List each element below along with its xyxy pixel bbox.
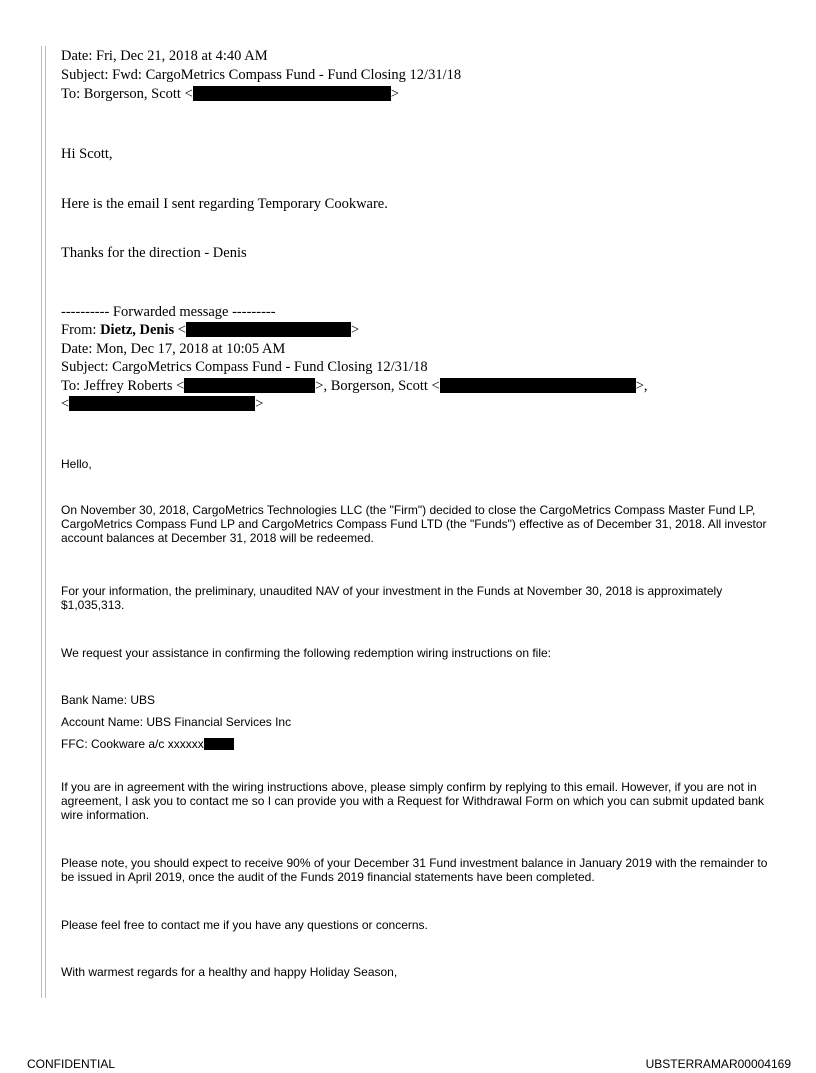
forwarded-to-line2 (61, 396, 263, 413)
body-line: Thanks for the direction - Denis (61, 245, 247, 261)
bank-name: Bank Name: UBS (61, 693, 156, 707)
redaction-block (69, 396, 255, 411)
to-line2-close: > (255, 396, 264, 412)
redaction-block (184, 378, 315, 393)
forwarded-to (61, 378, 648, 395)
redaction-block (186, 322, 351, 337)
header-to-prefix: To: Borgerson, Scott < (61, 86, 193, 102)
quote-bar (41, 46, 42, 998)
from-close: > (350, 322, 360, 338)
forwarded-from (61, 322, 359, 339)
to-prefix: To: Jeffrey Roberts < (61, 378, 185, 394)
message-paragraph: For your information, the preliminary, unaudited NAV of your investment in the Funds at November 30, 2018 is approximately $1,035,313. (61, 584, 723, 612)
from-name: Dietz, Denis (100, 322, 175, 338)
header-date: Date: Fri, Dec 21, 2018 at 4:40 AM (61, 48, 268, 64)
to-end: >, (635, 378, 648, 394)
forwarded-separator: ---------- Forwarded message --------- (61, 304, 276, 320)
message-hello: Hello, (61, 457, 92, 471)
header-to-suffix: > (390, 86, 399, 102)
redaction-block (193, 86, 391, 101)
to-mid: >, Borgerson, Scott < (315, 378, 440, 394)
header-subject: Subject: Fwd: CargoMetrics Compass Fund - Fund Closing 12/31/18 (61, 67, 462, 83)
redaction-block (440, 378, 636, 393)
footer-bates-number: UBSTERRAMAR00004169 (645, 1057, 791, 1071)
message-closing: With warmest regards for a healthy and happy Holiday Season, (61, 965, 398, 979)
quote-bar (45, 46, 46, 998)
redaction-block (204, 738, 234, 750)
ffc-text: FFC: Cookware a/c xxxxxx (61, 737, 204, 751)
message-paragraph: If you are in agreement with the wiring instructions above, please simply confirm by replying to this email. However, if you are not in agreement, I ask you to contact me so I can provide you with a Request for Withdrawal Form on which you can submit updated bank wire information. (61, 780, 765, 822)
body-line: Here is the email I sent regarding Temporary Cookware. (61, 196, 388, 212)
forwarded-date: Date: Mon, Dec 17, 2018 at 10:05 AM (61, 341, 286, 357)
account-name: Account Name: UBS Financial Services Inc (61, 715, 292, 729)
forwarded-subject: Subject: CargoMetrics Compass Fund - Fund Closing 12/31/18 (61, 359, 428, 375)
message-paragraph: Please feel free to contact me if you have any questions or concerns. (61, 918, 428, 932)
message-paragraph: We request your assistance in confirming the following redemption wiring instructions on file: (61, 646, 552, 660)
to-line2-open: < (61, 396, 70, 412)
footer-confidential: CONFIDENTIAL (27, 1057, 116, 1071)
ffc-line (61, 737, 234, 751)
message-paragraph: Please note, you should expect to receive 90% of your December 31 Fund investment balance in January 2019 with the remainder to be issued in April 2019, once the audit of the Funds 2019 financial statements have been completed. (61, 856, 768, 884)
from-label: From: (61, 322, 101, 338)
from-open: < (174, 322, 186, 338)
header-to (61, 86, 399, 103)
greeting: Hi Scott, (61, 146, 113, 162)
message-paragraph: On November 30, 2018, CargoMetrics Technologies LLC (the "Firm") decided to close the CargoMetrics Compass Master Fund LP, CargoMetrics Compass Fund LP and CargoMetrics Compass Fund LTD (the "Funds") effective as of December 31, 2018. All investor account balances at December 31, 2018 will be redeemed. (61, 503, 767, 545)
